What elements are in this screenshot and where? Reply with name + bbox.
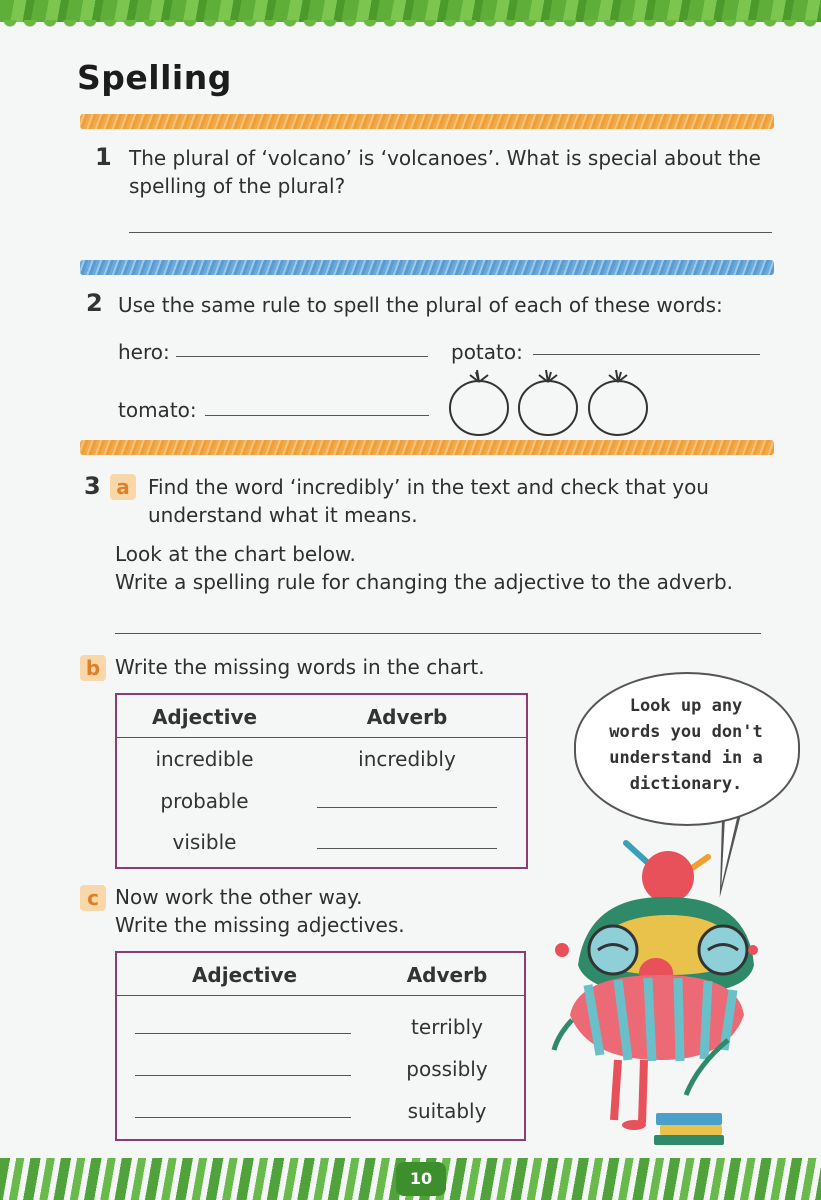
tomato-illustration [444, 368, 654, 440]
part-c-text-line2: Write the missing adjectives. [115, 913, 405, 937]
table-cell: terribly [411, 1015, 483, 1039]
question-2-number: 2 [86, 289, 103, 317]
speech-bubble-text [586, 693, 786, 797]
section-divider [80, 114, 774, 129]
question-2-prompt: Use the same rule to spell the plural of each of these words: [118, 293, 723, 317]
section-divider [80, 260, 774, 275]
column-header-adjective: Adjective [191, 963, 298, 987]
part-b-prompt: Write the missing words in the chart. [115, 655, 485, 679]
chart-c [115, 951, 526, 1141]
column-header-adverb: Adverb [406, 963, 488, 987]
word-hero: hero: [118, 340, 170, 364]
blank-answer-line[interactable] [317, 807, 497, 808]
blank-answer-line[interactable] [135, 1075, 351, 1076]
table-cell: incredibly [358, 747, 456, 771]
page-number: 10 [396, 1162, 446, 1196]
question-1-text-line2: spelling of the plural? [129, 174, 346, 198]
answer-line-hero[interactable] [176, 356, 428, 357]
top-decorative-band [0, 0, 821, 22]
question-1-number: 1 [95, 143, 112, 171]
part-a-text-line2: understand what it means. [148, 503, 418, 527]
part-c-label: c [80, 885, 106, 911]
answer-line-potato[interactable] [533, 354, 760, 355]
part-a-text-line3: Look at the chart below. [115, 542, 356, 566]
table-cell: visible [172, 830, 237, 854]
column-header-adverb: Adverb [366, 705, 448, 729]
section-divider [80, 440, 774, 455]
speech-line: words you don't [609, 722, 763, 742]
table-cell: possibly [406, 1057, 488, 1081]
page-title: Spelling [77, 58, 232, 97]
part-a-text-line1: Find the word ‘incredibly’ in the text and check that you [148, 475, 709, 499]
table-cell: suitably [407, 1099, 487, 1123]
blank-answer-line[interactable] [317, 848, 497, 849]
speech-line: Look up any [629, 696, 743, 716]
bird-mascot-illustration [548, 835, 758, 1155]
speech-line: dictionary. [629, 774, 743, 794]
table-cell: incredible [155, 747, 254, 771]
question-1-text-line1: The plural of ‘volcano’ is ‘volcanoes’. What is special about the [129, 146, 761, 170]
part-a-label: a [110, 474, 136, 500]
table-cell: probable [160, 789, 249, 813]
chart-b [115, 693, 528, 869]
part-c-text-line1: Now work the other way. [115, 885, 363, 909]
answer-line[interactable] [129, 232, 772, 233]
part-a-text-line4: Write a spelling rule for changing the adjective to the adverb. [115, 570, 734, 594]
column-header-adjective: Adjective [151, 705, 258, 729]
word-potato: potato: [451, 340, 523, 364]
header-divider [117, 737, 526, 738]
answer-line-tomato[interactable] [205, 415, 429, 416]
speech-line: understand in a [609, 748, 763, 768]
question-3-number: 3 [84, 472, 101, 500]
word-tomato: tomato: [118, 398, 197, 422]
header-divider [117, 995, 524, 996]
blank-answer-line[interactable] [135, 1117, 351, 1118]
blank-answer-line[interactable] [135, 1033, 351, 1034]
part-b-label: b [80, 655, 106, 681]
answer-line-rule[interactable] [115, 633, 761, 634]
